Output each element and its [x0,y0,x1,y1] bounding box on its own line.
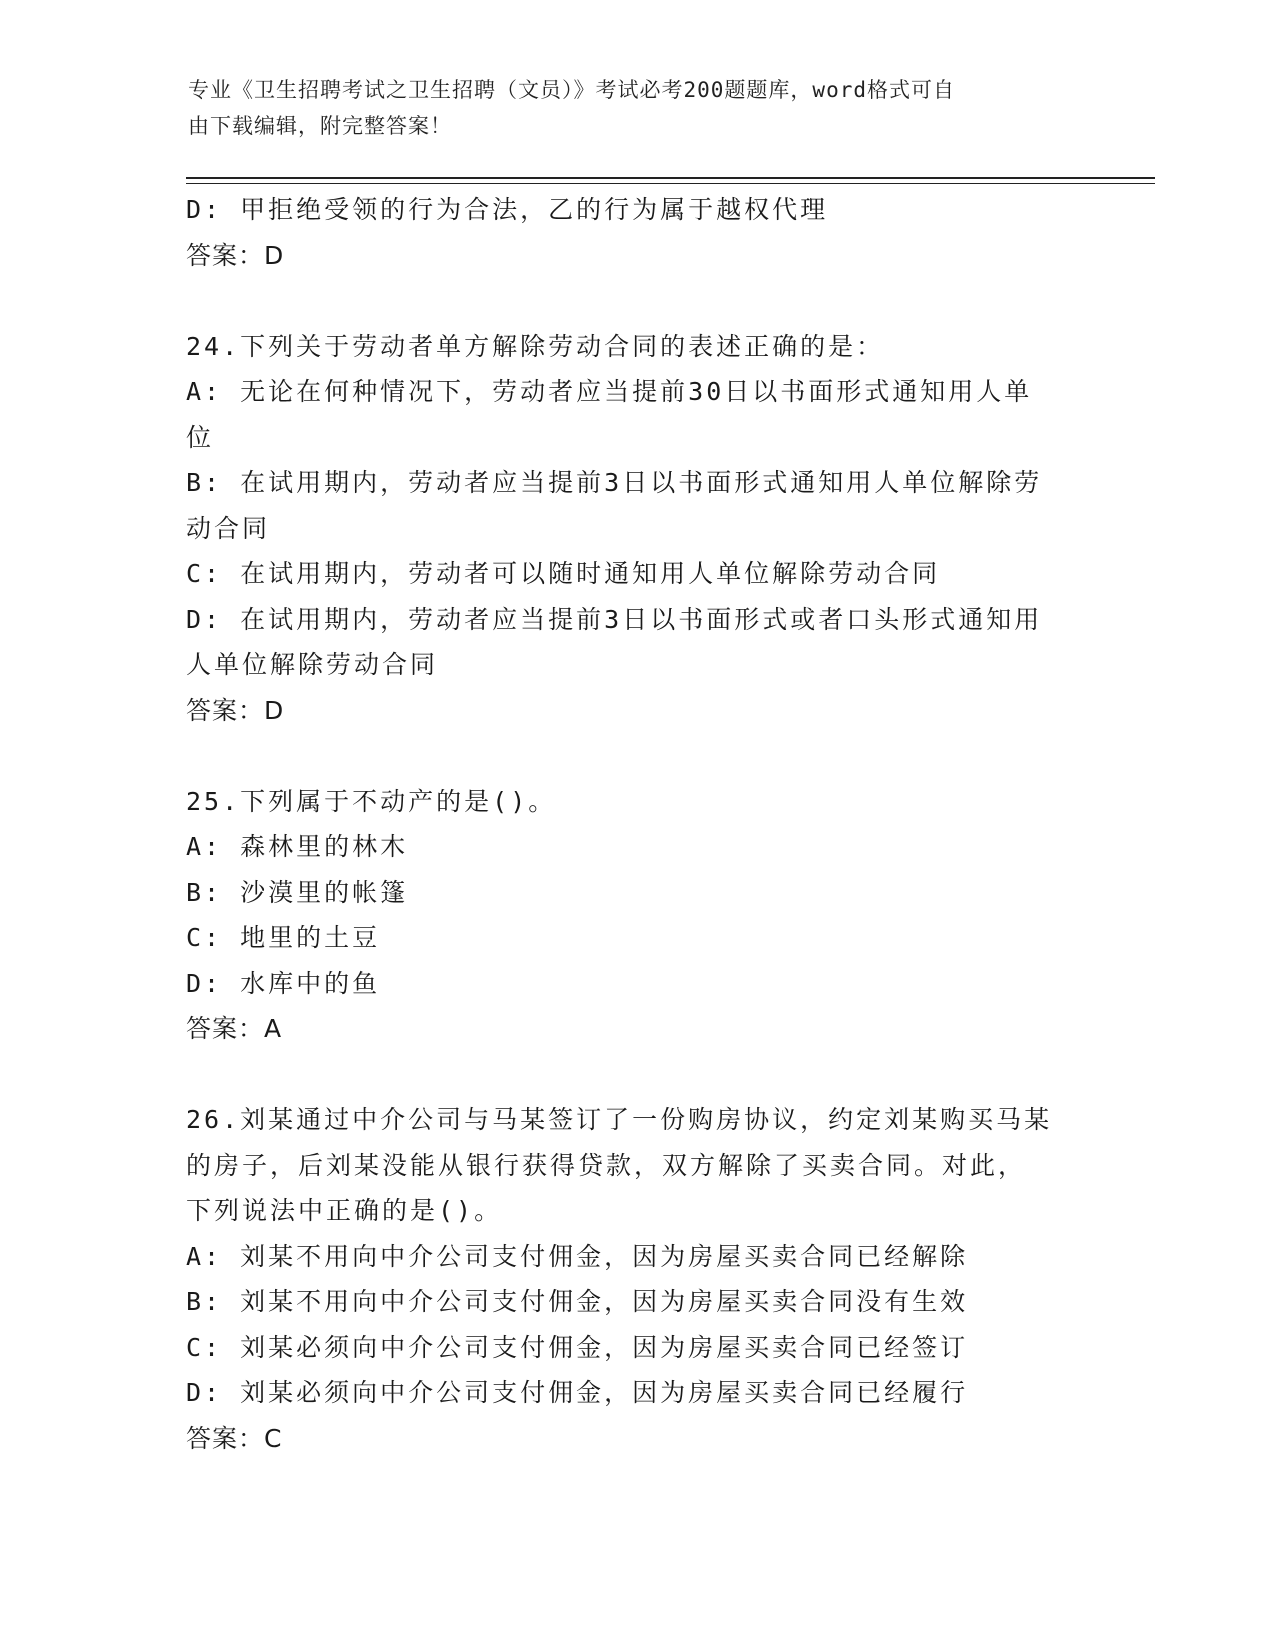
question-stem: 25.下列属于不动产的是()。 [186,786,557,816]
option-c: C: 在试用期内，劳动者可以随时通知用人单位解除劳动合同 [186,559,941,588]
prev-answer: 答案：D [186,240,285,270]
option-b: B: 沙漠里的帐篷 [186,877,409,907]
header-line-1: 专业《卫生招聘考试之卫生招聘（文员）》考试必考200题题库，word格式可自 [188,78,955,102]
option-d-cont: 人单位解除劳动合同 [186,650,439,679]
option-d: D: 在试用期内，劳动者应当提前3日以书面形式或者口头形式通知用 [186,604,1043,634]
question-26 [186,1097,1086,1461]
option-d: D: 刘某必须向中介公司支付佣金，因为房屋买卖合同已经履行 [186,1378,969,1407]
question-stem: 24.下列关于劳动者单方解除劳动合同的表述正确的是： [186,331,885,361]
option-c: C: 地里的土豆 [186,923,381,952]
header-rule-thin [186,183,1155,184]
option-b: B: 在试用期内，劳动者应当提前3日以书面形式通知用人单位解除劳 [186,468,1043,497]
spacer [186,733,1086,779]
spacer [186,1052,1086,1098]
option-a: A: 森林里的林木 [186,832,409,861]
answer: 答案：C [186,1423,283,1453]
option-d: D: 水库中的鱼 [186,968,381,998]
question-stem-cont: 下列说法中正确的是()。 [186,1196,503,1225]
option-b-cont: 动合同 [186,513,271,543]
header-rule-thick [186,177,1155,179]
answer: 答案：A [186,1014,283,1043]
question-25 [186,779,1086,1052]
question-stem: 26.刘某通过中介公司与马某签订了一份购房协议，约定刘某购买马某 [186,1105,1053,1134]
answer: 答案：D [186,695,285,725]
page-header [188,72,1068,144]
question-stem-cont: 的房子，后刘某没能从银行获得贷款，双方解除了买卖合同。对此， [186,1150,1027,1180]
option-a: A: 刘某不用向中介公司支付佣金，因为房屋买卖合同已经解除 [186,1241,969,1271]
question-24 [186,324,1086,734]
option-b: B: 刘某不用向中介公司支付佣金，因为房屋买卖合同没有生效 [186,1287,969,1316]
header-line-2: 由下载编辑，附完整答案！ [188,114,452,138]
spacer [186,278,1086,324]
question-content [186,187,1086,1461]
option-c: C: 刘某必须向中介公司支付佣金，因为房屋买卖合同已经签订 [186,1332,969,1362]
prev-option-d: D: 甲拒绝受领的行为合法，乙的行为属于越权代理 [186,195,829,224]
option-a: A: 无论在何种情况下，劳动者应当提前30日以书面形式通知用人单 [186,377,1033,406]
option-a-cont: 位 [186,422,215,452]
